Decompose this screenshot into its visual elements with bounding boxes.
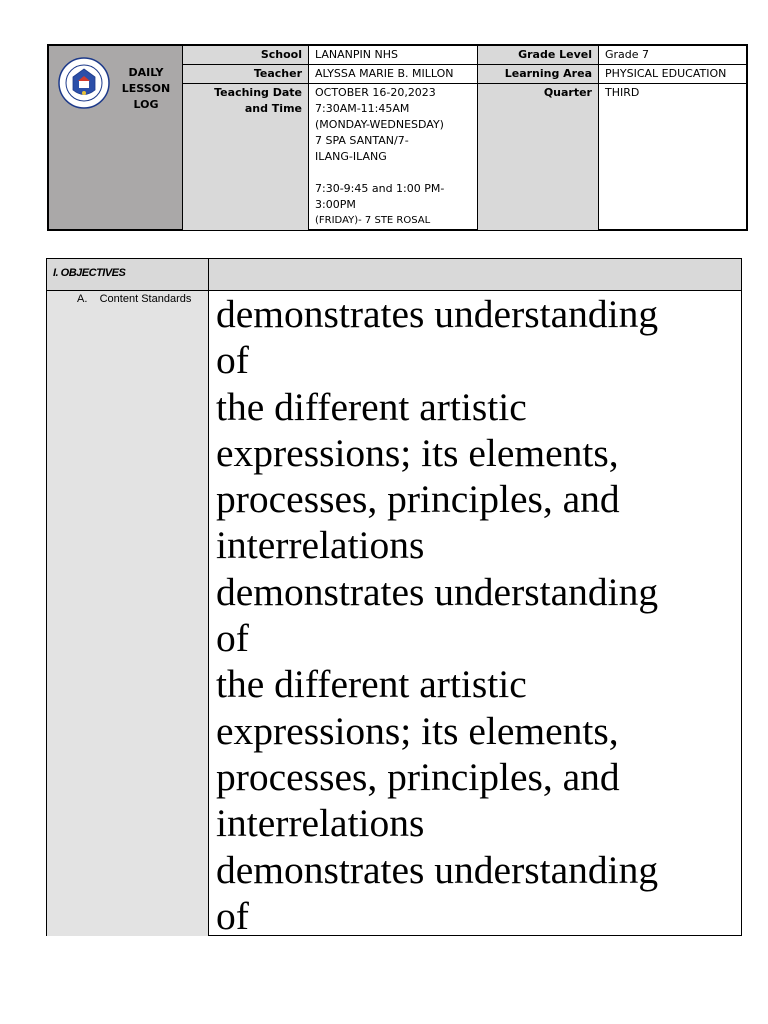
content-standard-line: demonstrates understanding [216,292,659,336]
friday-section-line: (FRIDAY)- 7 STE ROSAL [315,215,431,226]
teacher-value: ALYSSA MARIE B. MILLON [309,65,478,83]
quarter-label: Quarter [478,84,599,230]
content-standard-line: of [216,893,249,936]
content-standards-row [47,291,741,936]
title-line-3: LOG [133,98,159,111]
content-standards-text [209,291,741,936]
learning-area-label: Learning Area [478,65,599,83]
content-standard-line: processes, principles, and [216,754,620,799]
teaching-date-label-line-1: Teaching Date [214,86,302,99]
logo-cell [49,46,183,229]
content-standard-line: expressions; its elements, [216,708,619,753]
content-standard-line: expressions; its elements, [216,430,619,475]
title-line-1: DAILY [128,66,164,79]
daily-lesson-log-title [113,65,179,113]
content-standard-line: demonstrates understanding [216,847,659,892]
teaching-date-label-line-2: and Time [244,102,302,115]
teaching-date-label [183,84,309,230]
spacer-line [315,165,471,181]
time-line: 7:30AM-11:45AM [315,102,410,115]
friday-time-line: 7:30-9:45 and 1:00 PM- [315,182,445,195]
deped-seal-icon [58,57,110,109]
teaching-date-value [309,84,478,230]
school-label: School [183,46,309,64]
friday-time-line-cont: 3:00PM [315,198,356,211]
objectives-header-row [47,259,741,291]
objectives-table [46,258,742,936]
header-grid [183,46,746,229]
content-standard-line: demonstrates understanding [216,569,659,614]
section-line: 7 SPA SANTAN/7- [315,134,409,147]
title-line-2: LESSON [121,82,171,95]
content-standard-line: interrelations [216,801,425,846]
content-standard-line: the different artistic [216,384,527,429]
grade-level-value: Grade 7 [605,48,650,61]
content-standard-line: interrelations [216,523,425,568]
content-standard-line: of [216,616,249,661]
lesson-log-header [47,44,748,231]
content-standard-line: processes, principles, and [216,477,620,522]
school-value: LANANPIN NHS [309,46,478,64]
learning-area-value: PHYSICAL EDUCATION [605,67,727,80]
grade-level-label: Grade Level [478,46,599,64]
content-standard-line: the different artistic [216,662,527,707]
teacher-label: Teacher [183,65,309,83]
content-standard-line: of [216,338,249,383]
objectives-header-fill [209,259,741,290]
date-line: OCTOBER 16-20,2023 [315,86,436,99]
content-standards-label: A. Content Standards [47,291,209,936]
days-line: (MONDAY-WEDNESDAY) [315,118,444,131]
quarter-value: THIRD [605,86,640,99]
section-line-cont: ILANG-ILANG [315,150,387,163]
content-lines [216,291,741,936]
objectives-heading: I. OBJECTIVES [47,259,209,290]
